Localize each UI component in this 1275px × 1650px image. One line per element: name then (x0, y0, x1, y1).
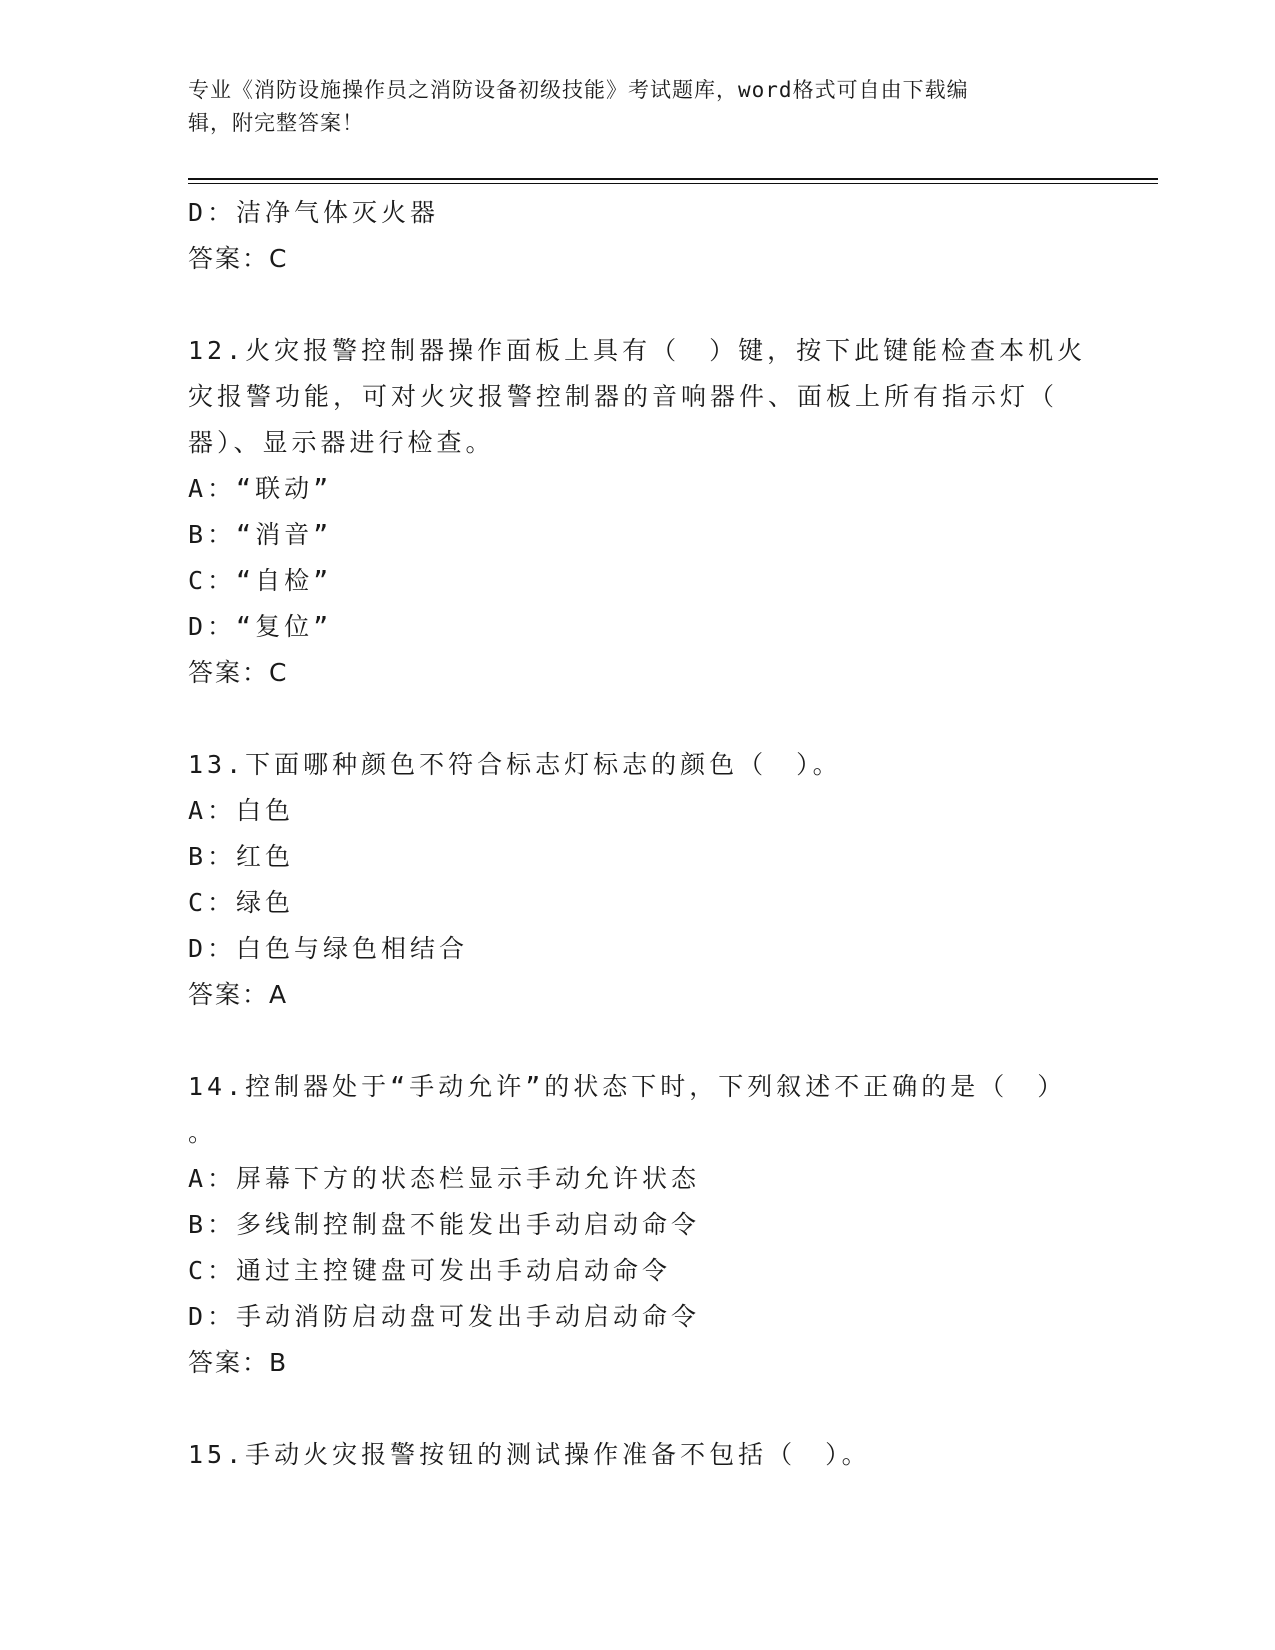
question-12-line-3: 器）、显示器进行检查。 (188, 428, 495, 457)
question-14-option-b: B：多线制控制盘不能发出手动启动命令 (188, 1210, 701, 1239)
document-header (188, 74, 1088, 140)
question-13-text: 13.下面哪种颜色不符合标志灯标志的颜色（ ）。 (188, 750, 842, 779)
question-13-option-c: C：绿色 (188, 888, 295, 917)
header-divider-thick (188, 178, 1158, 180)
spacer (188, 282, 1088, 328)
prev-option-d: D：洁净气体灭火器 (188, 198, 440, 227)
question-14-option-a: A：屏幕下方的状态栏显示手动允许状态 (188, 1164, 701, 1193)
spacer (188, 1386, 1088, 1432)
question-14-answer: 答案：B (188, 1348, 289, 1377)
prev-answer: 答案：C (188, 244, 289, 273)
question-12-line-1: 12.火灾报警控制器操作面板上具有（ ）键，按下此键能检查本机火 (188, 336, 1087, 365)
question-13-option-a: A：白色 (188, 796, 295, 825)
header-divider-thin (188, 183, 1158, 184)
question-12-option-c: C：“自检” (188, 566, 333, 595)
header-line-1: 专业《消防设施操作员之消防设备初级技能》考试题库，word格式可自由下载编 (188, 78, 969, 102)
question-12-answer: 答案：C (188, 658, 289, 687)
question-12-option-a: A：“联动” (188, 474, 333, 503)
question-12-line-2: 灾报警功能，可对火灾报警控制器的音响器件、面板上所有指示灯（ (188, 382, 1059, 411)
header-line-2: 辑，附完整答案！ (188, 111, 364, 135)
question-14-option-d: D：手动消防启动盘可发出手动启动命令 (188, 1302, 701, 1331)
spacer (188, 696, 1088, 742)
question-13-option-b: B：红色 (188, 842, 295, 871)
question-14-line-2: 。 (188, 1118, 218, 1147)
spacer (188, 1018, 1088, 1064)
question-12 (188, 328, 1088, 466)
question-12-option-d: D：“复位” (188, 612, 333, 641)
question-15-text: 15.手动火灾报警按钮的测试操作准备不包括（ ）。 (188, 1440, 871, 1469)
question-12-option-b: B：“消音” (188, 520, 333, 549)
question-content (188, 190, 1088, 1478)
question-14-line-1: 14.控制器处于“手动允许”的状态下时，下列叙述不正确的是（ ） (188, 1072, 1067, 1101)
question-13-answer: 答案：A (188, 980, 289, 1009)
question-14-option-c: C：通过主控键盘可发出手动启动命令 (188, 1256, 672, 1285)
question-13-option-d: D：白色与绿色相结合 (188, 934, 469, 963)
